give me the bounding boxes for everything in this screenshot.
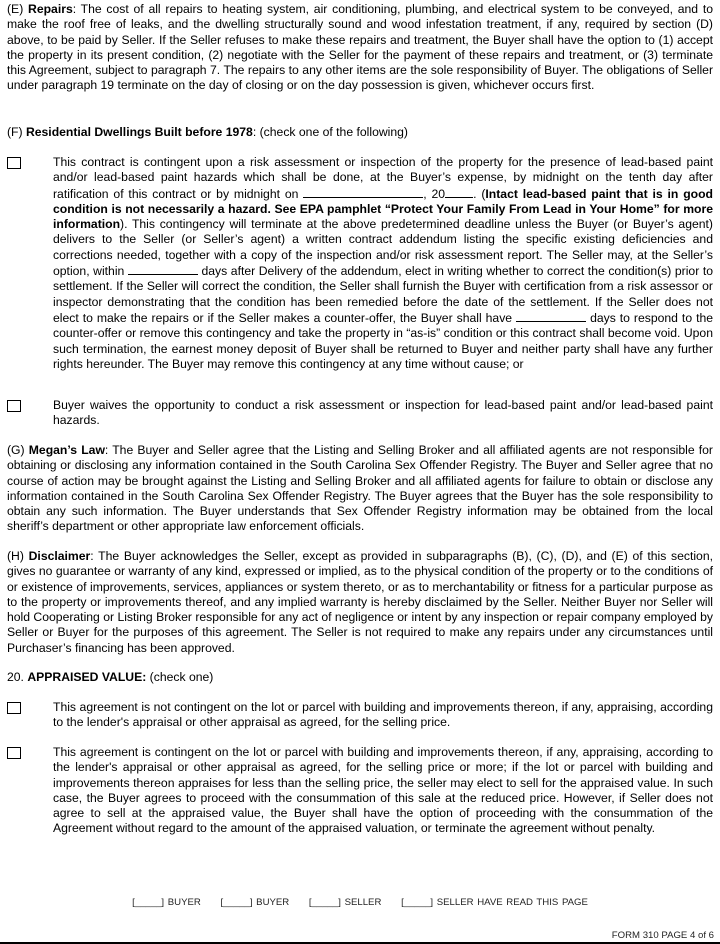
section-f-residential xyxy=(7,125,713,140)
section-g-megans-law xyxy=(7,443,713,535)
contingent-checkbox[interactable] xyxy=(7,747,21,759)
not-contingent-checkbox[interactable] xyxy=(7,702,21,714)
lead-waiver-checkbox[interactable] xyxy=(7,400,21,412)
section-number: 20. xyxy=(7,670,24,684)
epa-notice: Intact lead-based paint that is in good condition is not necessarily a hazard. See EPA pamphlet “Protect Your Family From Lead in Your Home” for more information xyxy=(53,186,713,232)
seller-days-field[interactable] xyxy=(128,263,198,275)
seller-initials-2[interactable]: [_____] SELLER HAVE READ THIS PAGE xyxy=(401,897,588,908)
option-text: days to respond to the counter-offer or remove this contingency and take the property in “as-is” condition or this contract shall become void. Upon such termination, the earnest money deposit of Buyer shall be returned to Buyer and neither party shall have any further rights hereunder. The Buyer may remove this contingency at any time without cause; or xyxy=(53,310,714,371)
deadline-date-field[interactable] xyxy=(303,186,423,198)
lead-inspection-option xyxy=(53,155,713,372)
lead-inspection-checkbox[interactable] xyxy=(7,157,21,169)
section-label: (F) xyxy=(7,125,23,139)
section-label: (H) xyxy=(7,549,24,563)
section-text: : The Buyer acknowledges the Seller, except as provided in subparagraphs (B), (C), (D), and (E) of this section, gives no guarantee or warranty of any kind, expressed or implied, as to the physical condition of the property or to the conditions of or existence of improvements, services, appliances or system thereto, or as to merchantability or fitness for a particular purpose as to the property or improvements thereof, and any implied warranty is hereby disclaimed by the Seller. Neither Buyer nor Seller will hold Cooperating or Listing Broker responsible for any act of negligence or intent by any inspection or repair company employed by Seller or Buyer for the purposes of this agreement. The Seller is not required to make any repairs under any circumstances until Purchaser’s financing has been approved. xyxy=(7,549,713,655)
section-20-appraised-value xyxy=(7,670,713,685)
option-text: This agreement is contingent on the lot or parcel with building and improvements thereon, if any, appraising, according to the lender's appraisal or other appraisal as agreed, for the selling price or more; if the lot or parcel with building and improvements thereon appraises for less than the selling price, the seller may elect to sell for the appraised value. In such case, the Buyer agrees to proceed with the consummation of this sale at the reduced price. However, if Seller does not agree to sell at the appraised value, the Buyer shall have the option of proceeding with the consummation of the Agreement without regard to the amount of the appraised valuation, or terminate the agreement without penalty. xyxy=(53,745,713,836)
option-text: This agreement is not contingent on the lot or parcel with building and improvements thereon, if any, appraising, according to the lender's appraisal or other appraisal as agreed, for the selling price. xyxy=(53,700,713,730)
section-label: (G) xyxy=(7,443,25,457)
option-text: This contract is contingent upon a risk assessment or inspection of the property for the presence of lead-based paint and/or lead-based paint hazards which shall be done, at the Buyer’s expense, by midnight on the tenth day after ratification of this contract or by midnight on xyxy=(53,155,713,201)
section-title: APPRAISED VALUE: xyxy=(27,670,147,684)
initials-footer xyxy=(0,895,720,910)
option-text: . ( xyxy=(473,186,486,201)
not-contingent-option xyxy=(53,700,713,731)
buyer-initials-1[interactable]: [_____] BUYER xyxy=(132,897,201,908)
contingent-option xyxy=(53,745,713,837)
option-text: Buyer waives the opportunity to conduct a risk assessment or inspection for lead-based paint and/or lead-based paint hazards. xyxy=(53,398,713,428)
section-title: Megan’s Law xyxy=(28,443,105,457)
section-h-disclaimer xyxy=(7,549,713,656)
section-label: (E) xyxy=(7,2,24,16)
form-page-id: FORM 310 PAGE 4 of 6 xyxy=(611,930,714,941)
section-instruction: : (check one of the following) xyxy=(252,125,408,139)
section-text: : The Buyer and Seller agree that the Listing and Selling Broker and all affiliated agents are not responsible for obtaining or disclosing any information contained in the South Carolina Sex Offender Registry. The Buyer and Seller agree that no course of action may be brought against the Listing and Selling Broker and all affiliated agents for failure to obtain or disclose any information contained in the South Carolina Sex Offender Registry. The Buyer agrees that the Buyer has the sole responsibility to obtain any such information. The Buyer understands that Sex Offender Registry information may be obtained from the local sheriff’s department or other appropriate law enforcement officials. xyxy=(7,443,713,534)
deadline-year-field[interactable] xyxy=(445,186,473,198)
buyer-days-field[interactable] xyxy=(516,310,586,322)
lead-waiver-option xyxy=(53,398,713,429)
option-text: ). This contingency will terminate at the above predetermined deadline unless the Buyer (or Buyer’s agent) delivers to the Seller (or Seller’s agent) a written contract addendum listing the specific existing deficiencies and corrections needed, together with a copy of the inspection and/or risk assessment report. The Seller may, at the Seller’s option, within xyxy=(53,217,713,279)
section-title: Repairs xyxy=(28,2,73,16)
buyer-initials-2[interactable]: [_____] BUYER xyxy=(220,897,290,908)
section-title: Disclaimer xyxy=(28,549,91,563)
year-prefix: , 20 xyxy=(423,186,446,201)
section-instruction: (check one) xyxy=(146,670,214,684)
section-text: : The cost of all repairs to heating system, air conditioning, plumbing, and electrical system to be conveyed, and to make the roof free of leaks, and the dwelling structurally sound and wood infestation treatment, if any, required by section (D) above, to be paid by Seller. If the Seller refuses to make these repairs and treatment, the Buyer shall have the option to (1) accept the property in its present condition, (2) negotiate with the Seller for the payment of these repairs and treatment, or (3) terminate this Agreement, subject to paragraph 7. The repairs to any other items are the sole responsibility of Buyer. The obligations of Seller under paragraph 19 terminate on the day of closing or on the day possession is given, whichever occurs first. xyxy=(7,2,713,93)
section-title: Residential Dwellings Built before 1978 xyxy=(25,125,253,139)
section-e-repairs xyxy=(7,2,713,94)
seller-initials-1[interactable]: [_____] SELLER xyxy=(308,897,382,908)
option-text: days after Delivery of the addendum, elect in writing whether to correct the condition(s) prior to settlement. If the Seller will correct the condition, the Seller shall furnish the Buyer with certification from a risk assessor or inspector demonstrating that the condition has been remedied before the date of the settlement. If the Seller does not elect to make the repairs or if the Seller makes a counter-offer, the Buyer shall have xyxy=(53,264,714,325)
